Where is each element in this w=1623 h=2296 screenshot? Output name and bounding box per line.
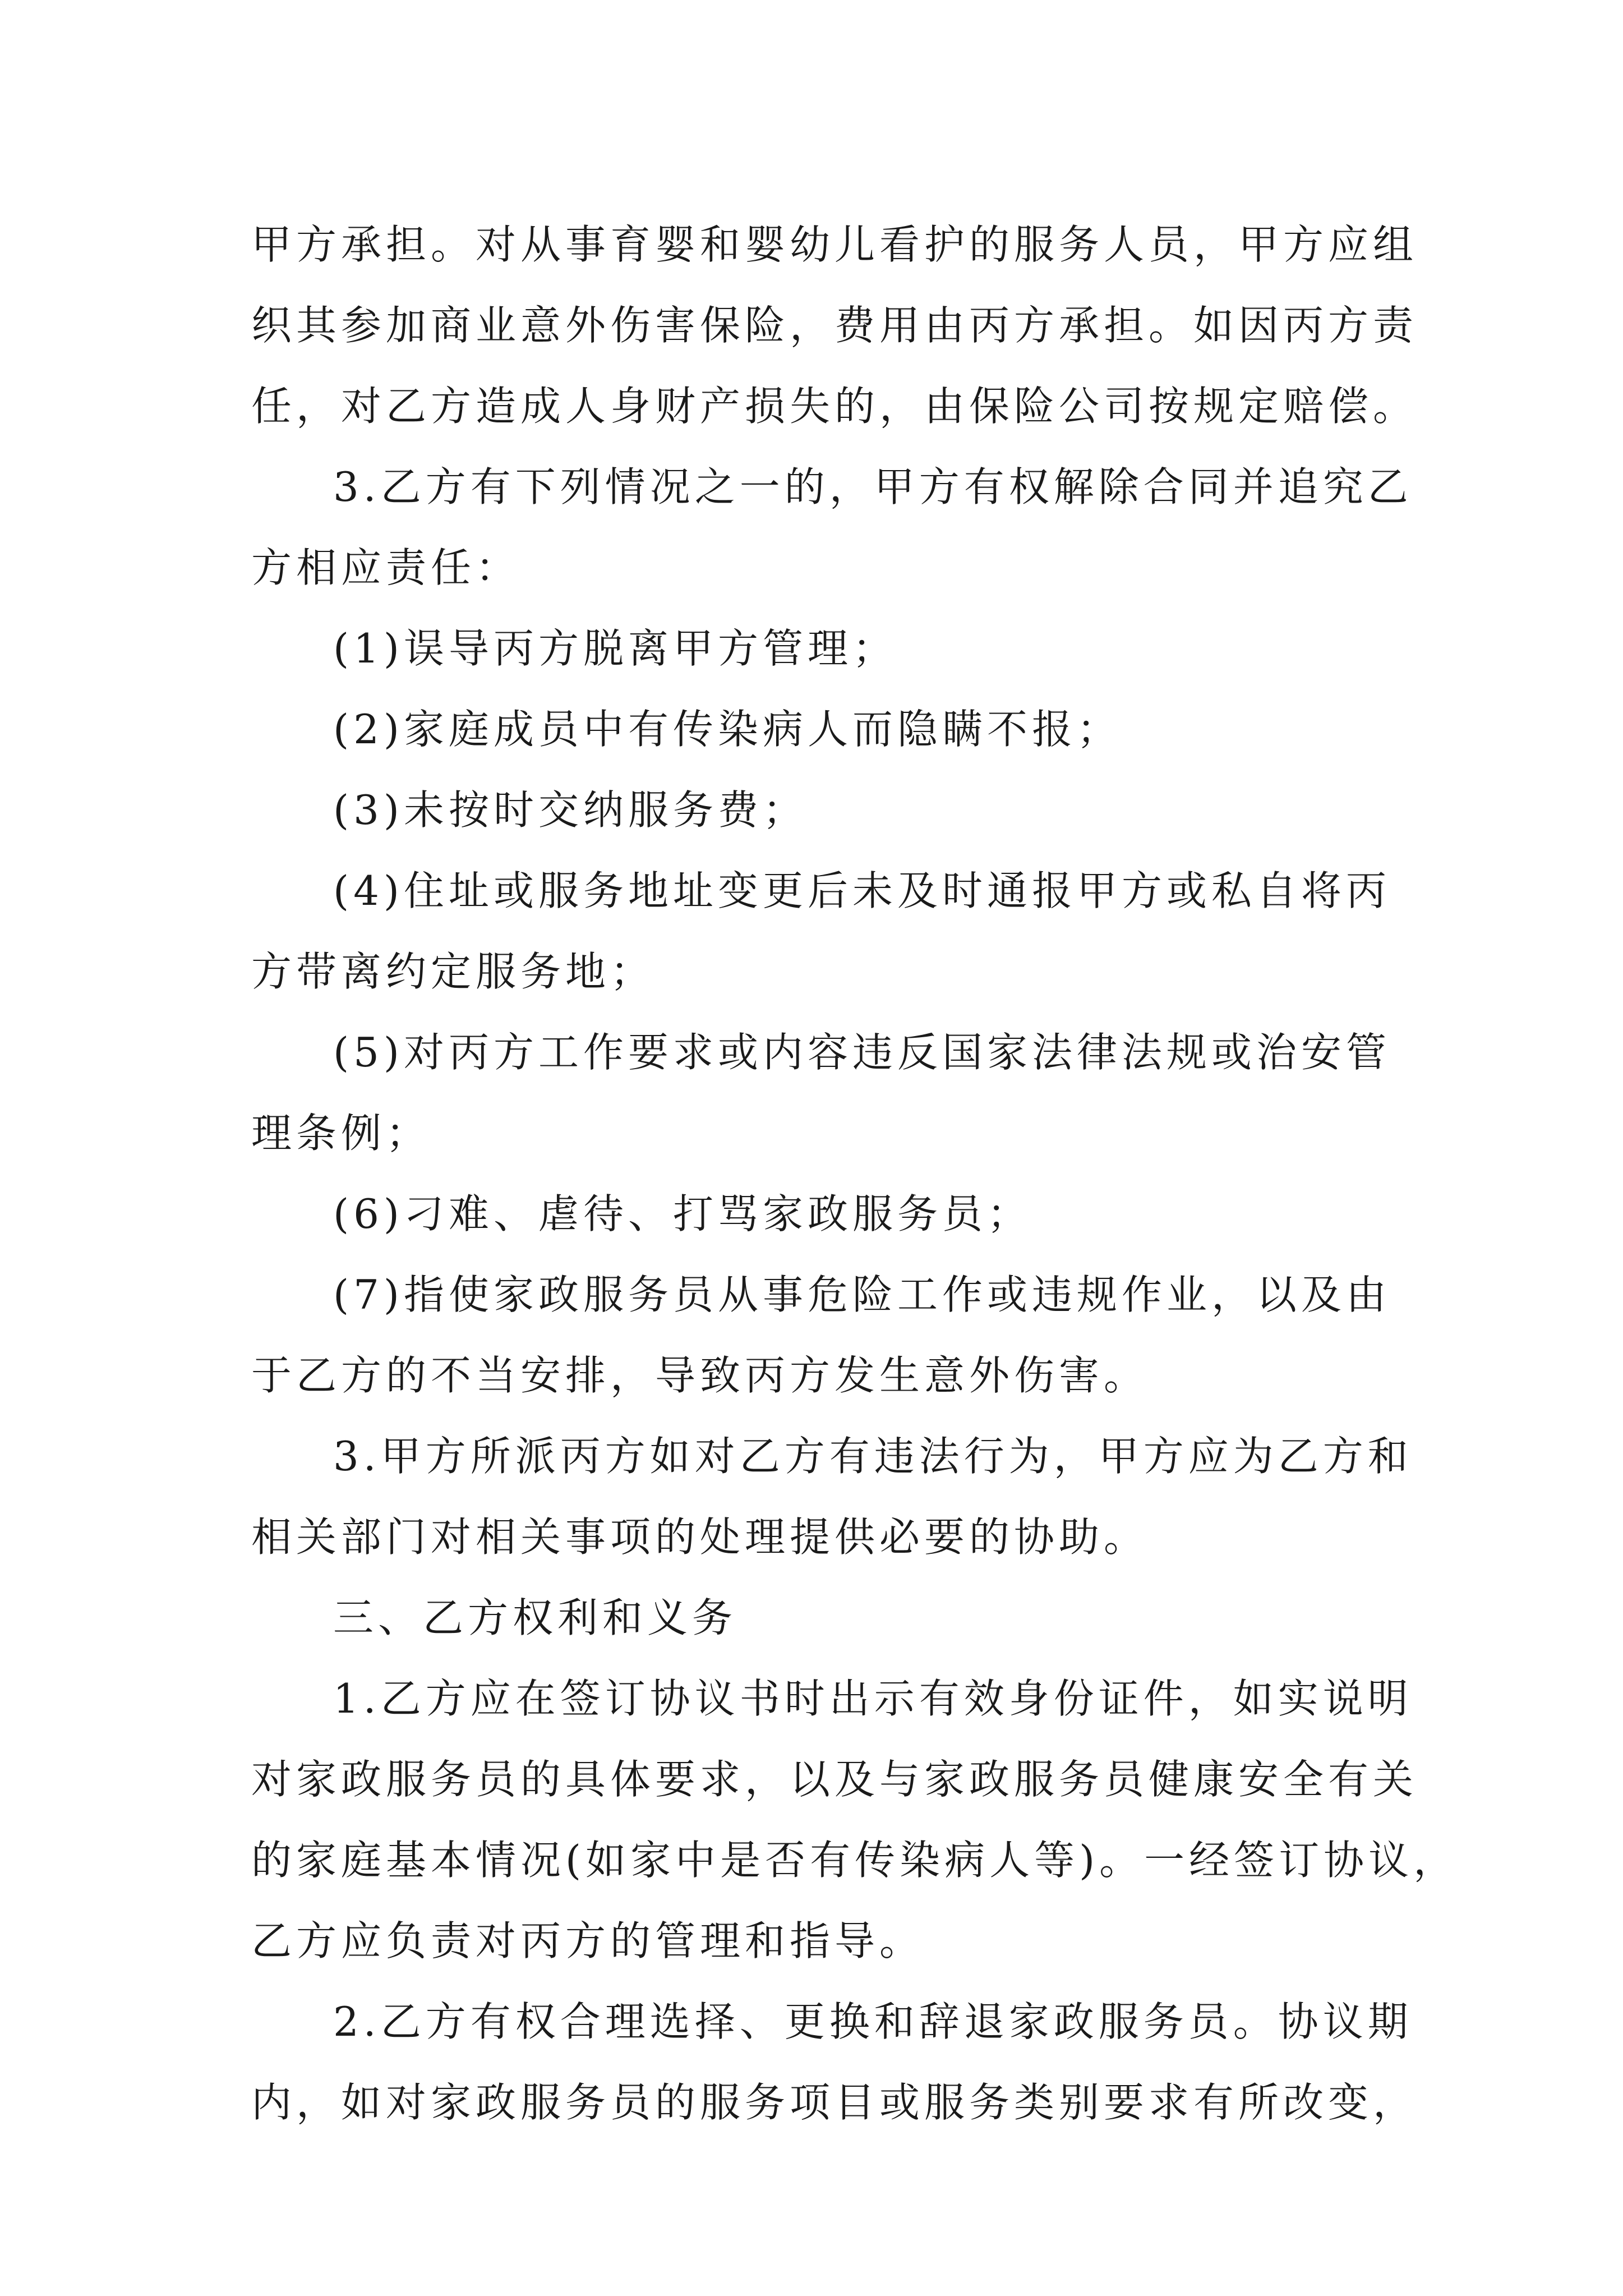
text-line: 3.乙方有下列情况之一的，甲方有权解除合同并追究乙: [333, 463, 1413, 510]
text-line: 1.乙方应在签订协议书时出示有效身份证件，如实说明: [333, 1675, 1413, 1722]
text-line: (3)未按时交纳服务费；: [333, 786, 808, 834]
text-line: 织其参加商业意外伤害保险，费用由丙方承担。如因丙方责: [251, 302, 1418, 349]
text-line: 相关部门对相关事项的处理提供必要的协助。: [251, 1513, 1149, 1561]
text-line: 方相应责任：: [251, 544, 521, 591]
text-line: (1)误导丙方脱离甲方管理；: [333, 625, 897, 672]
text-line: (7)指使家政服务员从事危险工作或违规作业，以及由: [333, 1271, 1391, 1318]
text-line: (2)家庭成员中有传染病人而隐瞒不报；: [333, 706, 1122, 753]
text-line: (6)刁难、虐待、打骂家政服务员；: [333, 1190, 1032, 1237]
text-line: 3.甲方所派丙方如对乙方有违法行为，甲方应为乙方和: [333, 1433, 1413, 1480]
text-line: 乙方应负责对丙方的管理和指导。: [251, 1917, 925, 1964]
text-line: (4)住址或服务地址变更后未及时通报甲方或私自将丙: [333, 867, 1391, 914]
text-line: 甲方承担。对从事育婴和婴幼儿看护的服务人员，甲方应组: [251, 221, 1418, 268]
text-line: 理条例；: [251, 1110, 431, 1157]
text-line: 于乙方的不当安排，导致丙方发生意外伤害。: [251, 1352, 1149, 1399]
text-line: 任，对乙方造成人身财产损失的，由保险公司按规定赔偿。: [251, 383, 1418, 430]
text-line: 的家庭基本情况(如家中是否有传染病人等)。一经签订协议，: [251, 1837, 1459, 1884]
text-line: 对家政服务员的具体要求，以及与家政服务员健康安全有关: [251, 1756, 1418, 1803]
text-line: 2.乙方有权合理选择、更换和辞退家政服务员。协议期: [333, 1998, 1413, 2045]
section-heading: 三、乙方权利和义务: [333, 1594, 737, 1641]
text-line: (5)对丙方工作要求或内容违反国家法律法规或治安管: [333, 1029, 1391, 1076]
text-line: 方带离约定服务地；: [251, 948, 656, 995]
text-line: 内，如对家政服务员的服务项目或服务类别要求有所改变，: [251, 2079, 1418, 2126]
